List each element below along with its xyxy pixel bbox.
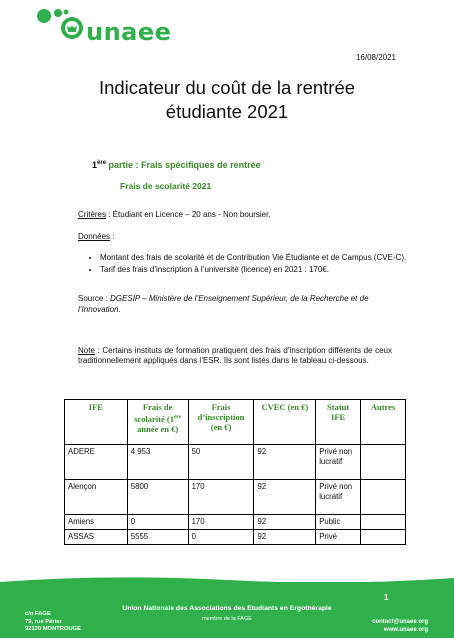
- list-item: • Montant des frais de scolarité et de Contribution Vie Étudiante et de Campus (CVE-C).: [100, 253, 415, 264]
- address-line: c/o FAGE: [25, 611, 51, 617]
- header-cvec: CVEC (en €): [254, 400, 316, 445]
- footer-contact: [372, 618, 428, 634]
- cell-scolarite: 4 953: [127, 445, 188, 480]
- subheading: Frais de scolarité 2021: [120, 181, 212, 191]
- header-scolarite-sup: ère: [173, 414, 182, 420]
- org-name: Union Nationale des Associations des Etudiants en Ergothérapie: [122, 605, 332, 612]
- cell-statut: Privé non lucratif: [316, 480, 361, 515]
- title-line-2: étudiante 2021: [165, 101, 289, 122]
- note-text: : Certains instituts de formation pratiquent des frais d’inscription différents de ceux traditionnellement appliqués dans l’ESR. Ils sont listés dans le tableau ci-dessous.: [78, 346, 392, 366]
- website-link[interactable]: www.unaee.org: [383, 627, 428, 633]
- donnees-list: [80, 253, 415, 276]
- criteria-text: : Étudiant en Licence – 20 ans - Non boursier.: [106, 210, 271, 219]
- cell-cvec: 92: [254, 445, 316, 480]
- logo-bubbles-icon: [36, 6, 86, 46]
- title-line-1: Indicateur du coût de la rentrée: [98, 77, 356, 98]
- header-scolarite-b: année en €): [137, 423, 179, 434]
- cell-autres: [361, 480, 406, 515]
- header-autres: Autres: [361, 400, 406, 445]
- header-statut: Statut IFE: [316, 400, 361, 445]
- source-text: DGESIP – Ministère de l’Enseignement Supérieur, de la Recherche et de l’Innovation.: [78, 294, 369, 314]
- donnees-heading: [78, 232, 114, 243]
- cell-statut: Privé: [316, 530, 361, 545]
- part-heading: [92, 160, 261, 170]
- cell-inscription: 170: [188, 515, 254, 530]
- footer-wave-icon: [0, 574, 454, 588]
- table-row: [65, 480, 406, 515]
- donnees-label: Données: [78, 232, 111, 241]
- note: [78, 346, 392, 367]
- header-scolarite: [127, 400, 188, 445]
- header-scolarite-a: Frais de scolarité (1: [134, 402, 174, 424]
- cell-ife: ASSAS: [65, 530, 128, 545]
- cell-statut: Public: [316, 515, 361, 530]
- cell-scolarite: 0: [127, 515, 188, 530]
- note-label: Note: [78, 346, 95, 355]
- part-label: partie : Frais spécifiques de rentrée: [106, 160, 261, 170]
- cell-autres: [361, 445, 406, 480]
- fees-table: [64, 399, 406, 545]
- cell-autres: [361, 530, 406, 545]
- table-row: [65, 515, 406, 530]
- table-row: [65, 445, 406, 480]
- cell-inscription: 50: [188, 445, 254, 480]
- cell-inscription: 170: [188, 480, 254, 515]
- list-item: • Tarif des frais d’inscription à l’université (licence) en 2021 : 170€.: [100, 265, 415, 276]
- cell-cvec: 92: [254, 530, 316, 545]
- logo-text: unaee: [86, 18, 172, 46]
- source: [78, 294, 388, 315]
- org-membership: membre de la FAGE: [202, 616, 252, 622]
- address-line: 79, rue Périer: [25, 618, 62, 625]
- part-number: 1: [92, 160, 98, 170]
- donnees-suffix: :: [110, 232, 115, 241]
- page-title: [0, 76, 454, 124]
- document-date: 16/08/2021: [355, 53, 396, 62]
- cell-ife: ADERE: [65, 445, 128, 480]
- cell-scolarite: 5555: [127, 530, 188, 545]
- criteria: [78, 210, 271, 221]
- cell-ife: Alençon: [65, 480, 128, 515]
- cell-cvec: 92: [254, 515, 316, 530]
- page-number: 1: [384, 593, 389, 602]
- contact-email-link[interactable]: contact@unaee.org: [372, 619, 428, 625]
- part-number-sup: ère: [97, 160, 107, 166]
- cell-autres: [361, 515, 406, 530]
- source-label: Source :: [78, 294, 111, 303]
- cell-ife: Amiens: [65, 515, 128, 530]
- header-inscription: Frais d’inscription (en €): [188, 400, 254, 445]
- header-ife: IFE: [65, 400, 128, 445]
- address-line: 92120 MONTROUGE: [25, 626, 82, 632]
- table-header-row: [65, 400, 406, 445]
- cell-scolarite: 5800: [127, 480, 188, 515]
- criteria-label: Critères: [78, 210, 107, 219]
- table-row: [65, 530, 406, 545]
- cell-inscription: 0: [188, 530, 254, 545]
- cell-cvec: 92: [254, 480, 316, 515]
- cell-statut: Privé non lucratif: [316, 445, 361, 480]
